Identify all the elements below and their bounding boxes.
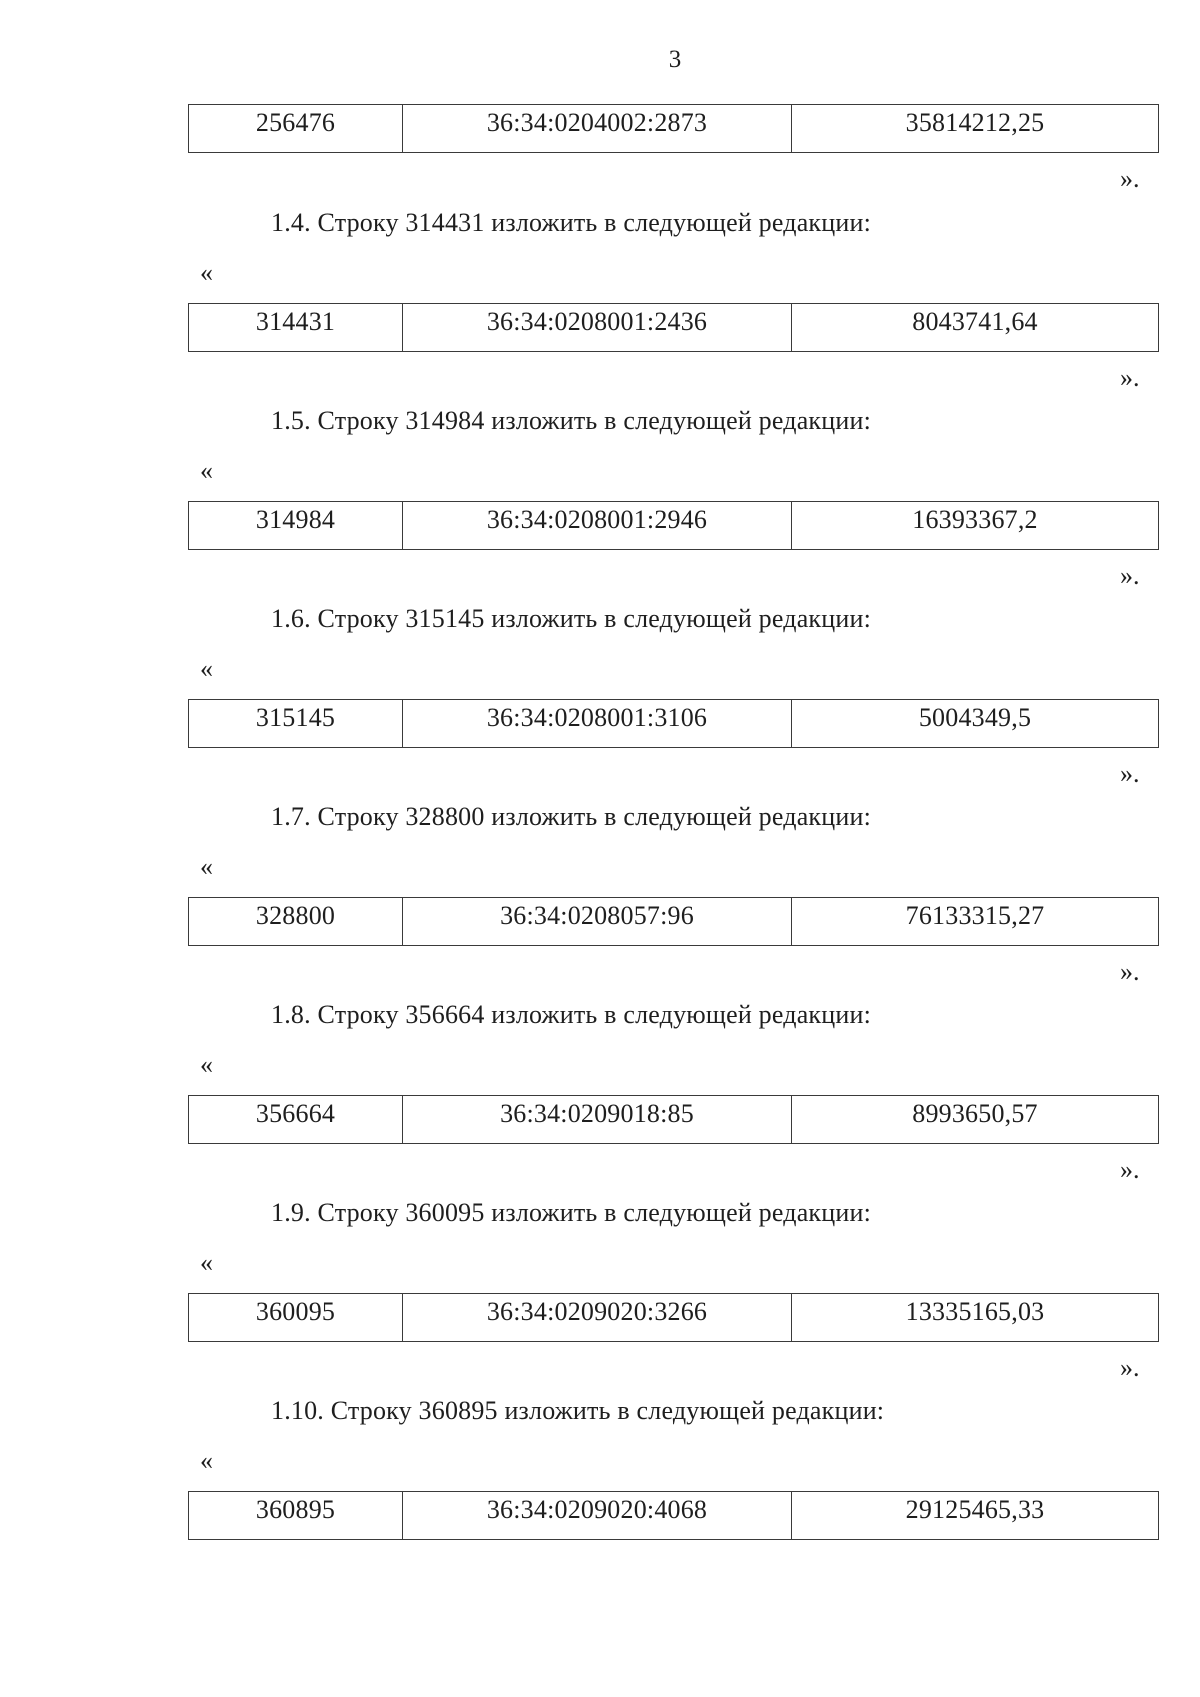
opening-quote: « [200, 456, 213, 485]
opening-quote: « [200, 852, 213, 881]
page-number: 3 [668, 46, 682, 73]
opening-quote: « [200, 1446, 213, 1475]
cadastral-number-cell: 36:34:0208001:2436 [403, 304, 792, 351]
closing-quote: ». [1120, 561, 1140, 590]
closing-quote: ». [1120, 1155, 1140, 1184]
section-heading: 1.9. Строку 360095 изложить в следующей редакции: [271, 1198, 872, 1227]
section-heading: 1.5. Строку 314984 изложить в следующей редакции: [271, 406, 872, 435]
table-row [188, 1293, 1159, 1342]
table-row [188, 699, 1159, 748]
table-row [188, 303, 1159, 352]
row-number-cell: 256476 [189, 105, 403, 152]
row-number-cell: 356664 [189, 1096, 403, 1143]
closing-quote: ». [1120, 957, 1140, 986]
closing-quote: ». [1120, 1353, 1140, 1382]
opening-quote: « [200, 1248, 213, 1277]
row-number-cell: 314431 [189, 304, 403, 351]
cadastral-number-cell: 36:34:0209020:4068 [403, 1492, 792, 1539]
value-cell: 16393367,2 [912, 505, 1038, 534]
cadastral-number-cell: 36:34:0209018:85 [403, 1096, 792, 1143]
value-cell: 35814212,25 [905, 108, 1045, 137]
row-number-cell: 360895 [189, 1492, 403, 1539]
closing-quote: ». [1120, 759, 1140, 788]
opening-quote: « [200, 1050, 213, 1079]
opening-quote: « [200, 654, 213, 683]
value-cell: 13335165,03 [905, 1297, 1045, 1326]
row-number-cell: 328800 [189, 898, 403, 945]
cadastral-number-cell: 36:34:0208001:2946 [403, 502, 792, 549]
cadastral-number-cell: 36:34:0208057:96 [403, 898, 792, 945]
section-heading: 1.7. Строку 328800 изложить в следующей редакции: [271, 802, 872, 831]
table-row [188, 501, 1159, 550]
cadastral-number-cell: 36:34:0209020:3266 [403, 1294, 792, 1341]
row-number-cell: 315145 [189, 700, 403, 747]
value-cell: 76133315,27 [905, 901, 1045, 930]
value-cell: 8993650,57 [912, 1099, 1038, 1128]
opening-quote: « [200, 258, 213, 287]
table-row [188, 104, 1159, 153]
table-row [188, 1491, 1159, 1540]
value-cell: 29125465,33 [905, 1495, 1045, 1524]
table-row [188, 1095, 1159, 1144]
table-row [188, 897, 1159, 946]
value-cell: 8043741,64 [912, 307, 1038, 336]
row-number-cell: 314984 [189, 502, 403, 549]
section-heading: 1.6. Строку 315145 изложить в следующей редакции: [271, 604, 872, 633]
section-heading: 1.8. Строку 356664 изложить в следующей редакции: [271, 1000, 872, 1029]
value-cell: 5004349,5 [918, 703, 1032, 732]
cadastral-number-cell: 36:34:0204002:2873 [403, 105, 792, 152]
section-heading: 1.10. Строку 360895 изложить в следующей редакции: [271, 1396, 885, 1425]
closing-quote: ». [1120, 164, 1140, 193]
row-number-cell: 360095 [189, 1294, 403, 1341]
cadastral-number-cell: 36:34:0208001:3106 [403, 700, 792, 747]
closing-quote: ». [1120, 363, 1140, 392]
section-heading: 1.4. Строку 314431 изложить в следующей редакции: [271, 208, 872, 237]
